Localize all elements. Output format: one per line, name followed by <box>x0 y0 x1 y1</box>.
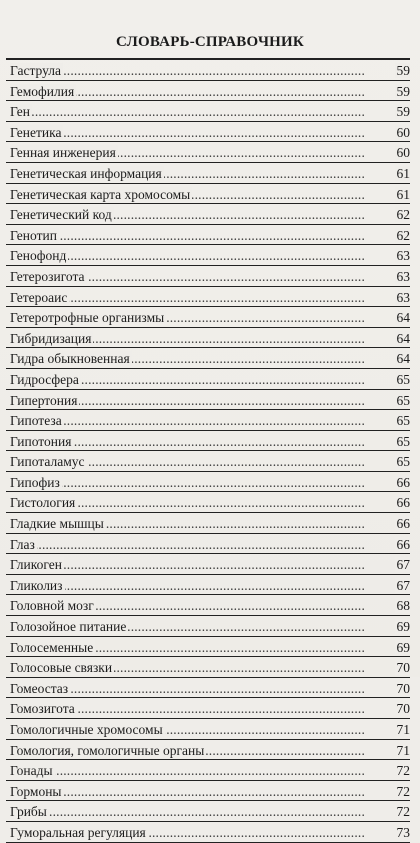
index-term: Гипотония <box>10 433 72 449</box>
dot-leader <box>10 784 386 799</box>
index-term: Гипотеза <box>10 413 62 429</box>
index-row <box>6 637 410 658</box>
page-title: СЛОВАРЬ-СПРАВОЧНИК <box>116 34 304 50</box>
index-row <box>6 184 410 205</box>
page-number: 65 <box>396 392 410 408</box>
page-number: 59 <box>396 83 410 99</box>
index-row <box>6 287 410 308</box>
index-row <box>6 204 410 225</box>
page-number: 71 <box>396 742 410 758</box>
index-row <box>6 369 410 390</box>
index-row <box>6 595 410 616</box>
index-row <box>6 698 410 719</box>
index-term: Гистология <box>10 495 76 511</box>
dot-leader <box>10 763 386 778</box>
page-number: 66 <box>396 536 410 552</box>
page-number: 63 <box>396 289 410 305</box>
page-number: 60 <box>396 145 410 161</box>
index-term: Генетика <box>10 124 62 140</box>
dot-leader <box>10 413 386 428</box>
index-row <box>6 472 410 493</box>
index-term: Голосеменные <box>10 639 94 655</box>
dot-leader <box>10 804 386 819</box>
index-term: Генная инженерия <box>10 145 116 161</box>
index-term: Грибы <box>10 804 47 820</box>
index-row <box>6 410 410 431</box>
index-row <box>6 122 410 143</box>
index-row <box>6 60 410 81</box>
dot-leader <box>10 537 386 552</box>
index-term: Гладкие мышцы <box>10 516 104 532</box>
index-row <box>6 101 410 122</box>
page-number: 63 <box>396 268 410 284</box>
index-row <box>6 245 410 266</box>
page-number: 72 <box>396 783 410 799</box>
page-number: 62 <box>396 227 410 243</box>
page-number: 68 <box>396 598 410 614</box>
index-row <box>6 740 410 761</box>
index-row <box>6 431 410 452</box>
page-number: 69 <box>396 639 410 655</box>
index-term: Гетеротрофные организмы <box>10 310 165 326</box>
index-term: Гидра обыкновенная <box>10 351 130 367</box>
index-table <box>6 60 410 843</box>
index-row <box>6 616 410 637</box>
page-number: 66 <box>396 516 410 532</box>
index-row <box>6 575 410 596</box>
page-number: 64 <box>396 310 410 326</box>
page-number: 70 <box>396 660 410 676</box>
page-number: 72 <box>396 804 410 820</box>
index-term: Гликолиз <box>10 577 63 593</box>
page-number: 72 <box>396 763 410 779</box>
index-row <box>6 163 410 184</box>
dot-leader <box>10 125 386 140</box>
page-number: 71 <box>396 722 410 737</box>
page-number: 59 <box>396 63 410 78</box>
index-row <box>6 307 410 328</box>
dot-leader <box>10 578 386 593</box>
index-row <box>6 266 410 287</box>
index-row <box>6 348 410 369</box>
index-term: Гипофиз <box>10 474 60 490</box>
index-row <box>6 554 410 575</box>
page-number: 62 <box>396 207 410 223</box>
index-row <box>6 822 410 843</box>
index-term: Гетероаис <box>10 289 68 305</box>
page-number: 67 <box>396 557 410 573</box>
page-number: 60 <box>396 124 410 140</box>
index-term: Гемофилия <box>10 83 75 99</box>
page-number: 65 <box>396 433 410 449</box>
index-term: Гонады <box>10 763 53 779</box>
index-term: Гибридизация <box>10 330 92 346</box>
index-term: Глаз <box>10 536 35 552</box>
index-term: Генетическая карта хромосомы <box>10 186 191 202</box>
index-term: Гомологичные хромосомы <box>10 722 163 737</box>
index-term: Генотип <box>10 227 57 243</box>
index-term: Гаструла <box>10 63 61 78</box>
index-row <box>6 81 410 102</box>
dot-leader <box>10 104 386 119</box>
page-number: 64 <box>396 351 410 367</box>
index-term: Генетическая информация <box>10 165 162 181</box>
page-number: 64 <box>396 330 410 346</box>
index-row <box>6 760 410 781</box>
dot-leader <box>10 475 386 490</box>
page-number: 70 <box>396 701 410 717</box>
index-row <box>6 801 410 822</box>
index-row <box>6 781 410 802</box>
page-number: 61 <box>396 186 410 202</box>
index-row <box>6 513 410 534</box>
dot-leader <box>10 63 386 78</box>
index-term: Гипоталамус <box>10 454 85 470</box>
index-term: Гипертония <box>10 392 78 408</box>
index-term: Гидросфера <box>10 371 79 387</box>
page-number: 63 <box>396 248 410 264</box>
index-term: Головной мозг <box>10 598 94 614</box>
dot-leader <box>10 228 386 243</box>
index-row <box>6 719 410 740</box>
index-row <box>6 534 410 555</box>
index-term: Гормоны <box>10 783 62 799</box>
page-number: 59 <box>396 104 410 120</box>
index-term: Гомология, гомологичные органы <box>10 742 205 758</box>
dot-leader <box>10 557 386 572</box>
index-term: Гуморальная регуляция <box>10 824 146 840</box>
index-term: Гликоген <box>10 557 62 573</box>
index-term: Гомозигота <box>10 701 75 717</box>
index-row <box>6 225 410 246</box>
page-number: 69 <box>396 619 410 635</box>
page-number: 66 <box>396 495 410 511</box>
page-number: 66 <box>396 474 410 490</box>
page-number: 65 <box>396 454 410 470</box>
index-row <box>6 492 410 513</box>
page-number: 73 <box>396 824 410 840</box>
index-row <box>6 328 410 349</box>
index-row <box>6 657 410 678</box>
page-number: 65 <box>396 371 410 387</box>
index-row <box>6 142 410 163</box>
index-term: Генофонд <box>10 248 67 264</box>
page-number: 70 <box>396 680 410 696</box>
index-term: Голозойное питание <box>10 619 127 635</box>
page-number: 65 <box>396 413 410 429</box>
page-number: 61 <box>396 165 410 181</box>
index-row <box>6 678 410 699</box>
index-term: Гомеостаз <box>10 680 69 696</box>
index-row <box>6 390 410 411</box>
index-term: Гетерозигота <box>10 268 85 284</box>
index-row <box>6 451 410 472</box>
index-term: Генетический код <box>10 207 112 223</box>
index-term: Ген <box>10 104 30 120</box>
page-number: 67 <box>396 577 410 593</box>
index-term: Голосовые связки <box>10 660 113 676</box>
